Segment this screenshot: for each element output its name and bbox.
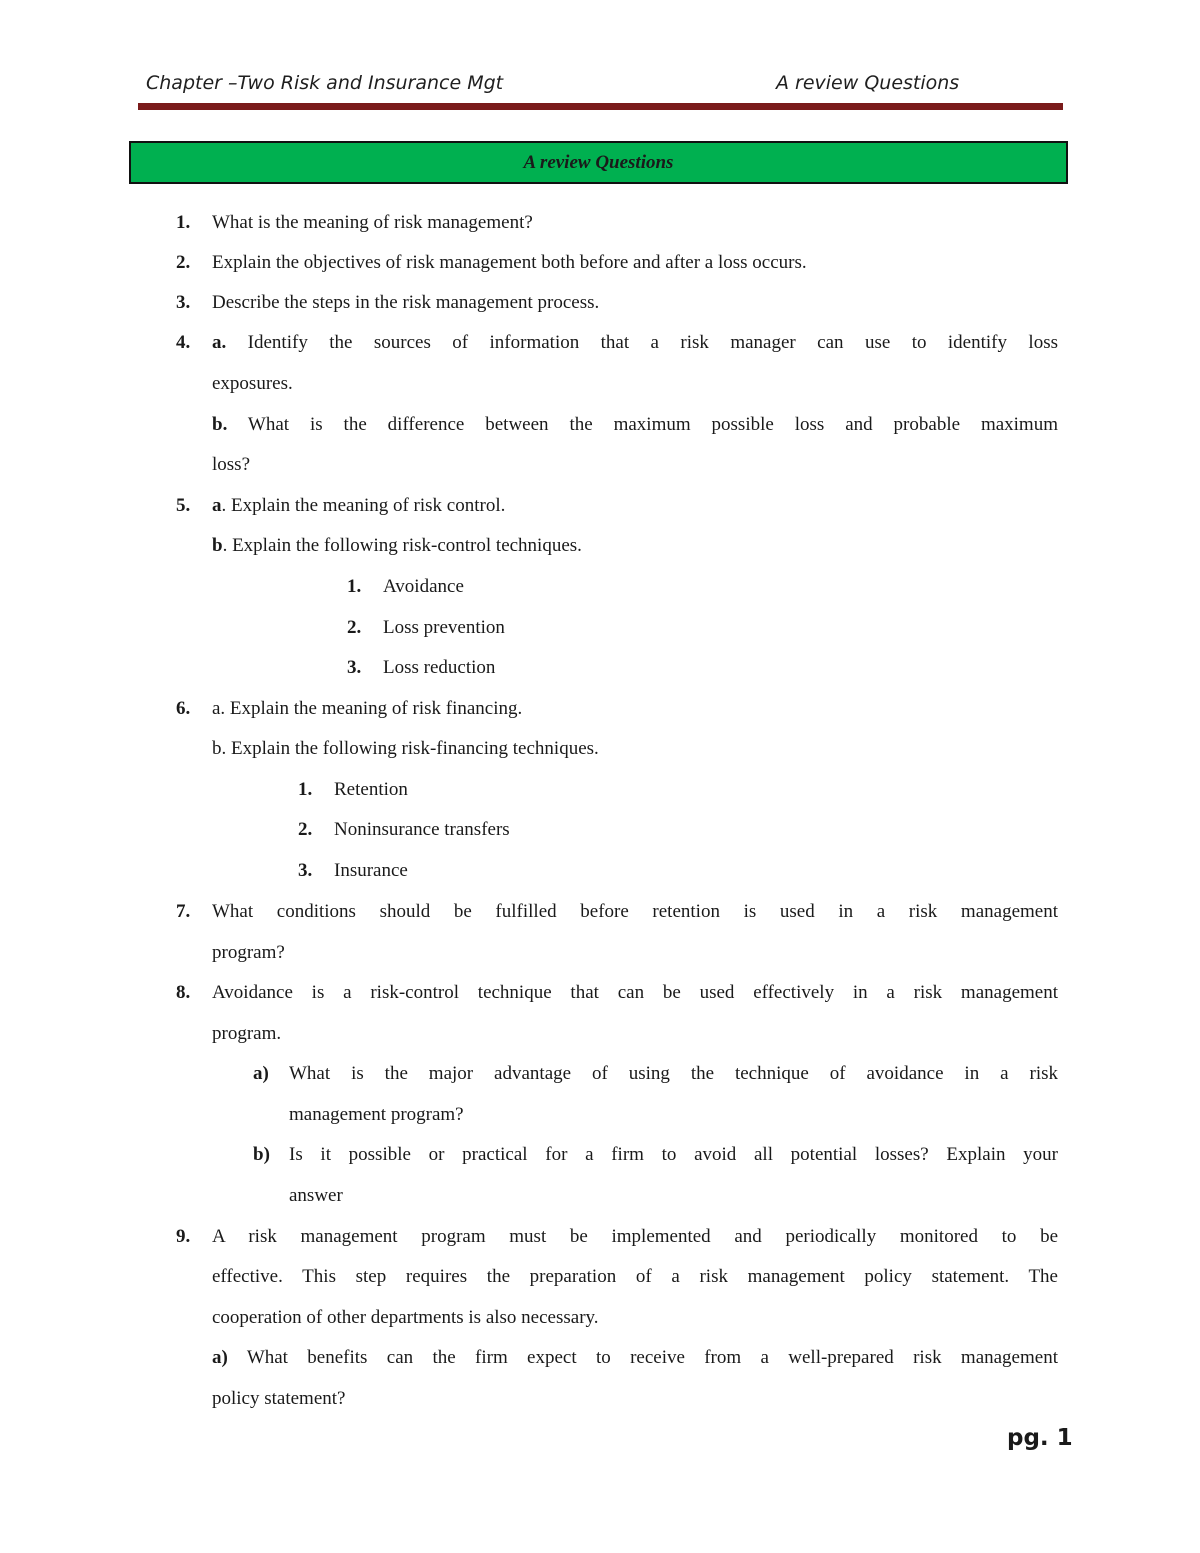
question-8a-line-1: What is the major advantage of using the technique of avoidance in a risk <box>289 1063 1058 1084</box>
question-1 <box>176 203 1066 243</box>
question-number: 2. <box>176 252 191 273</box>
question-4b-line-2: loss? <box>212 454 250 475</box>
header-section-title: A review Questions <box>776 72 960 94</box>
sub-label: a) <box>212 1347 228 1368</box>
section-title-banner <box>129 141 1068 184</box>
question-9-line-1: A risk management program must be implemented and periodically monitored to be <box>212 1226 1058 1247</box>
question-9-line-3: cooperation of other departments is also necessary. <box>212 1307 599 1328</box>
header-divider <box>138 103 1063 110</box>
question-4a-line-2: exposures. <box>212 373 293 394</box>
question-number: 9. <box>176 1226 191 1247</box>
question-7-line-2: program? <box>212 942 285 963</box>
question-number: 8. <box>176 982 191 1003</box>
question-number: 3. <box>176 292 191 313</box>
question-number: 1. <box>176 212 191 233</box>
question-number: 5. <box>176 495 191 516</box>
question-5b: b. Explain the following risk-control techniques. <box>212 535 582 556</box>
question-text: Explain the objectives of risk management both before and after a loss occurs. <box>212 252 807 273</box>
question-8b-line-1: Is it possible or practical for a firm to avoid all potential losses? Explain your <box>289 1144 1058 1165</box>
question-4b-line-1: b. What is the difference between the maximum possible loss and probable maximum <box>212 414 1058 435</box>
page-number: pg. 1 <box>1007 1425 1073 1451</box>
question-number: 7. <box>176 901 191 922</box>
question-9a-line-2: policy statement? <box>212 1388 346 1409</box>
page-header <box>146 70 966 102</box>
question-2 <box>176 243 1066 283</box>
question-9a-line-1: a) What benefits can the firm expect to receive from a well-prepared risk management <box>212 1347 1058 1368</box>
question-6b: b. Explain the following risk-financing techniques. <box>212 738 599 759</box>
question-8-line-2: program. <box>212 1023 282 1044</box>
sub-label: b. <box>212 414 228 435</box>
header-chapter-title: Chapter –Two Risk and Insurance Mgt <box>146 72 504 94</box>
question-7-line-1: What conditions should be fulfilled before retention is used in a risk management <box>212 901 1058 922</box>
question-8a-line-2: management program? <box>289 1104 464 1125</box>
question-3 <box>176 283 1066 323</box>
question-4a-line-1: a. Identify the sources of information that a risk manager can use to identify loss <box>212 332 1058 353</box>
question-9-line-2: effective. This step requires the preparation of a risk management policy statement. The <box>212 1266 1058 1287</box>
question-8b-line-2: answer <box>289 1185 343 1206</box>
question-5a: a. Explain the meaning of risk control. <box>212 495 506 516</box>
question-text: Describe the steps in the risk management process. <box>212 292 600 313</box>
question-number: 6. <box>176 698 191 719</box>
question-6a: a. Explain the meaning of risk financing. <box>212 698 523 719</box>
question-text: What is the meaning of risk management? <box>212 212 533 233</box>
sub-label: b) <box>253 1144 270 1165</box>
sub-label: a. <box>212 332 227 353</box>
section-title: A review Questions <box>523 152 674 173</box>
question-number: 4. <box>176 332 191 353</box>
question-8-line-1: Avoidance is a risk-control technique that can be used effectively in a risk management <box>212 982 1058 1003</box>
sub-label: a) <box>253 1063 269 1084</box>
